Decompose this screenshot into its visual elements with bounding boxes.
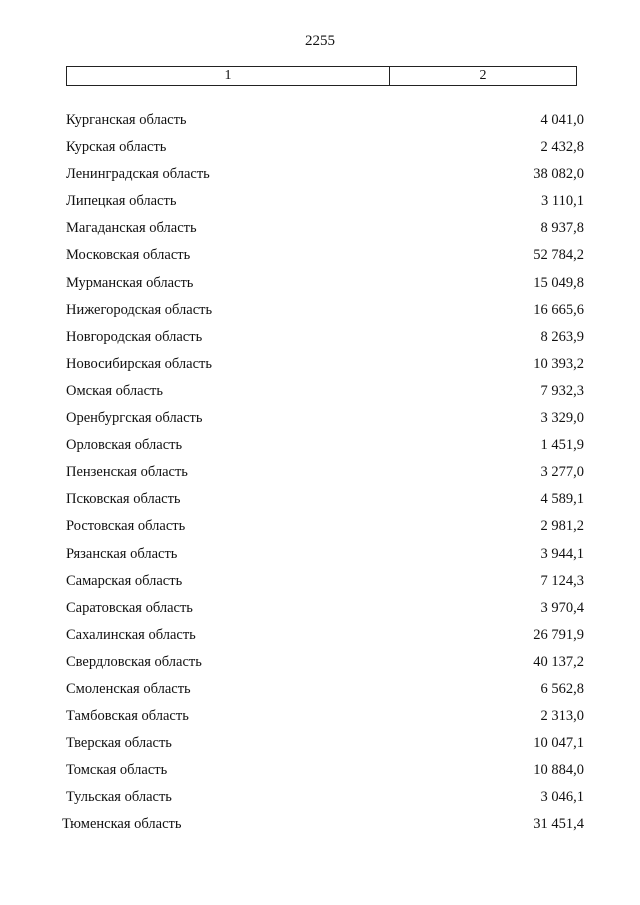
region-name: Тверская область — [66, 735, 172, 752]
table-row — [0, 573, 640, 600]
region-value: 38 082,0 — [533, 166, 584, 183]
table-row — [0, 546, 640, 573]
region-value: 15 049,8 — [533, 274, 584, 291]
region-value: 8 263,9 — [540, 328, 584, 345]
region-name: Магаданская область — [66, 220, 197, 237]
region-name: Свердловская область — [66, 653, 202, 670]
region-value: 2 432,8 — [540, 139, 584, 156]
table-row — [0, 681, 640, 708]
region-value: 7 124,3 — [540, 572, 584, 589]
region-value: 1 451,9 — [540, 437, 584, 454]
region-name: Рязанская область — [66, 545, 178, 562]
region-table — [0, 112, 640, 844]
region-value: 40 137,2 — [533, 653, 584, 670]
table-row — [0, 762, 640, 789]
region-name: Самарская область — [66, 572, 183, 589]
region-name: Новгородская область — [66, 328, 203, 345]
region-name: Сахалинская область — [66, 626, 196, 643]
region-value: 3 970,4 — [540, 599, 584, 616]
table-row — [0, 383, 640, 410]
region-value: 7 932,3 — [540, 382, 584, 399]
region-name: Томская область — [66, 762, 168, 779]
table-row — [0, 410, 640, 437]
region-value: 6 562,8 — [540, 680, 584, 697]
region-name: Тульская область — [66, 789, 172, 806]
table-row — [0, 139, 640, 166]
region-value: 4 041,0 — [540, 112, 584, 128]
table-row — [0, 302, 640, 329]
region-value: 3 944,1 — [540, 545, 584, 562]
table-row — [0, 193, 640, 220]
region-value: 2 313,0 — [540, 708, 584, 725]
region-name: Нижегородская область — [66, 301, 213, 318]
column-header-2: 2 — [479, 68, 487, 83]
table-row — [0, 708, 640, 735]
table-row — [0, 329, 640, 356]
region-name: Липецкая область — [66, 193, 177, 210]
region-value: 52 784,2 — [533, 247, 584, 264]
region-value: 8 937,8 — [540, 220, 584, 237]
table-row — [0, 437, 640, 464]
region-value: 3 110,1 — [541, 193, 584, 210]
region-value: 3 329,0 — [540, 410, 584, 427]
table-row — [0, 275, 640, 302]
region-value: 10 884,0 — [533, 762, 584, 779]
region-name: Орловская область — [66, 437, 183, 454]
region-name: Тамбовская область — [66, 708, 189, 725]
region-name: Новосибирская область — [66, 355, 212, 372]
region-name: Мурманская область — [66, 274, 194, 291]
column-header-1: 1 — [67, 67, 390, 85]
table-row — [0, 789, 640, 816]
table-row — [0, 247, 640, 274]
table-row — [0, 518, 640, 545]
region-name: Псковская область — [66, 491, 181, 508]
table-row — [0, 220, 640, 247]
table-row — [0, 600, 640, 627]
table-row — [0, 735, 640, 762]
region-name: Омская область — [66, 382, 163, 399]
region-name: Курская область — [66, 139, 167, 156]
table-header — [66, 66, 577, 86]
region-name: Курганская область — [66, 112, 187, 128]
table-row — [0, 627, 640, 654]
region-value: 31 451,4 — [533, 816, 584, 833]
region-name: Тюменская область — [62, 816, 182, 833]
region-name: Ленинградская область — [66, 166, 210, 183]
region-value: 2 981,2 — [540, 518, 584, 535]
page-number: 2255 — [305, 33, 335, 49]
region-name: Оренбургская область — [66, 410, 203, 427]
region-value: 10 047,1 — [533, 735, 584, 752]
region-value: 10 393,2 — [533, 355, 584, 372]
table-row — [0, 654, 640, 681]
table-row — [0, 816, 640, 843]
region-value: 16 665,6 — [533, 301, 584, 318]
region-value: 4 589,1 — [540, 491, 584, 508]
region-value: 3 277,0 — [540, 464, 584, 481]
table-row — [0, 166, 640, 193]
region-name: Саратовская область — [66, 599, 193, 616]
region-name: Смоленская область — [66, 680, 191, 697]
region-name: Ростовская область — [66, 518, 186, 535]
table-row — [0, 356, 640, 383]
region-name: Пензенская область — [66, 464, 188, 481]
region-value: 26 791,9 — [533, 626, 584, 643]
table-row — [0, 491, 640, 518]
region-value: 3 046,1 — [540, 789, 584, 806]
table-row — [0, 112, 640, 139]
table-row — [0, 464, 640, 491]
region-name: Московская область — [66, 247, 191, 264]
